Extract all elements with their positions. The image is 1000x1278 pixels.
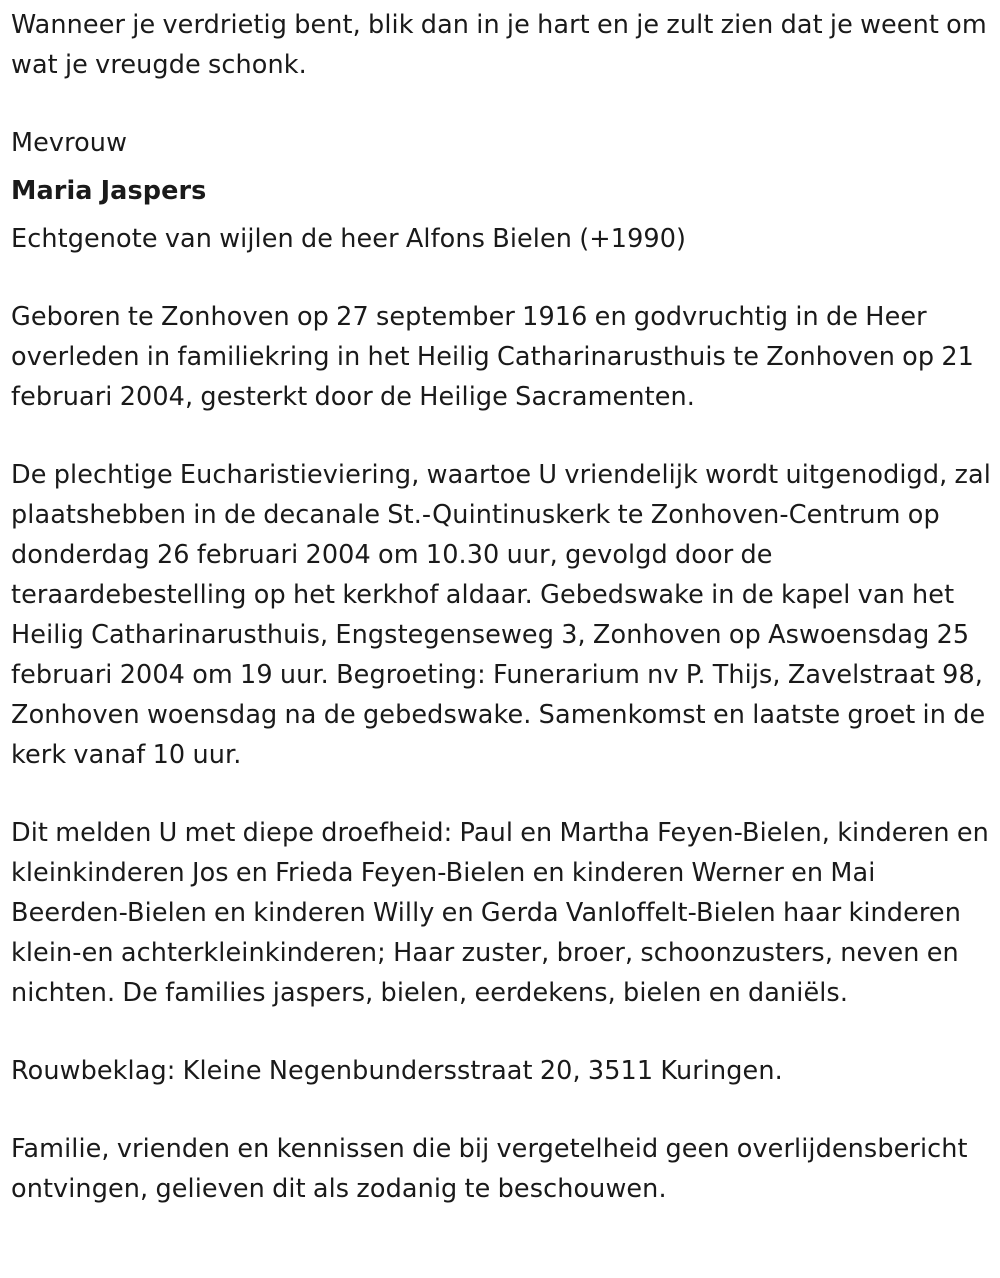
spacer [11,1013,996,1051]
spacer [11,1091,996,1129]
spacer [11,85,996,123]
birth-death-paragraph: Geboren te Zonhoven op 27 september 1916 en godvruchtig in de Heer overleden in familiekring in het Heilig Catharinarusthuis te Zonhoven op 21 februari 2004, gesterkt door de Heilige Sacramenten. [11,302,975,412]
closing-note: Familie, vrienden en kennissen die bij vergetelheid geen overlijdensbericht ontvingen, gelieven dit als zodanig te beschouwen. [11,1134,968,1204]
spacer [11,775,996,813]
announcement-paragraph: Dit melden U met diepe droefheid: Paul en Martha Feyen-Bielen, kinderen en kleinkinderen Jos en Frieda Feyen-Bielen en kinderen Werner en Mai Beerden-Bielen en kinderen Willy en Gerda Vanloffelt-Bielen haar kinderen klein-en achterkleinkinderen; Haar zuster, broer, schoonzusters, neven en nichten. De families jaspers, bielen, eerdekens, bielen en daniëls. [11,818,989,1008]
deceased-name: Maria Jaspers [11,176,207,206]
motto-text: Wanneer je verdrietig bent, blik dan in je hart en je zult zien dat je weent om wat je vreugde schonk. [11,10,987,80]
spacer [11,259,996,297]
spacer [11,417,996,455]
condolence-address: Rouwbeklag: Kleine Negenbundersstraat 20, 3511 Kuringen. [11,1056,783,1086]
spouse-line: Echtgenote van wijlen de heer Alfons Bielen (+1990) [11,224,687,254]
salutation: Mevrouw [11,128,128,158]
death-notice [11,5,996,1209]
ceremony-paragraph: De plechtige Eucharistieviering, waartoe U vriendelijk wordt uitgenodigd, zal plaatshebben in de decanale St.-Quintinuskerk te Zonhoven-Centrum op donderdag 26 februari 2004 om 10.30 uur, gevolgd door de teraardebestelling op het kerkhof aldaar. Gebedswake in de kapel van het Heilig Catharinarusthuis, Engstegenseweg 3, Zonhoven op Aswoensdag 25 februari 2004 om 19 uur. Begroeting: Funerarium nv P. Thijs, Zavelstraat 98, Zonhoven woensdag na de gebedswake. Samenkomst en laatste groet in de kerk vanaf 10 uur. [11,460,991,770]
